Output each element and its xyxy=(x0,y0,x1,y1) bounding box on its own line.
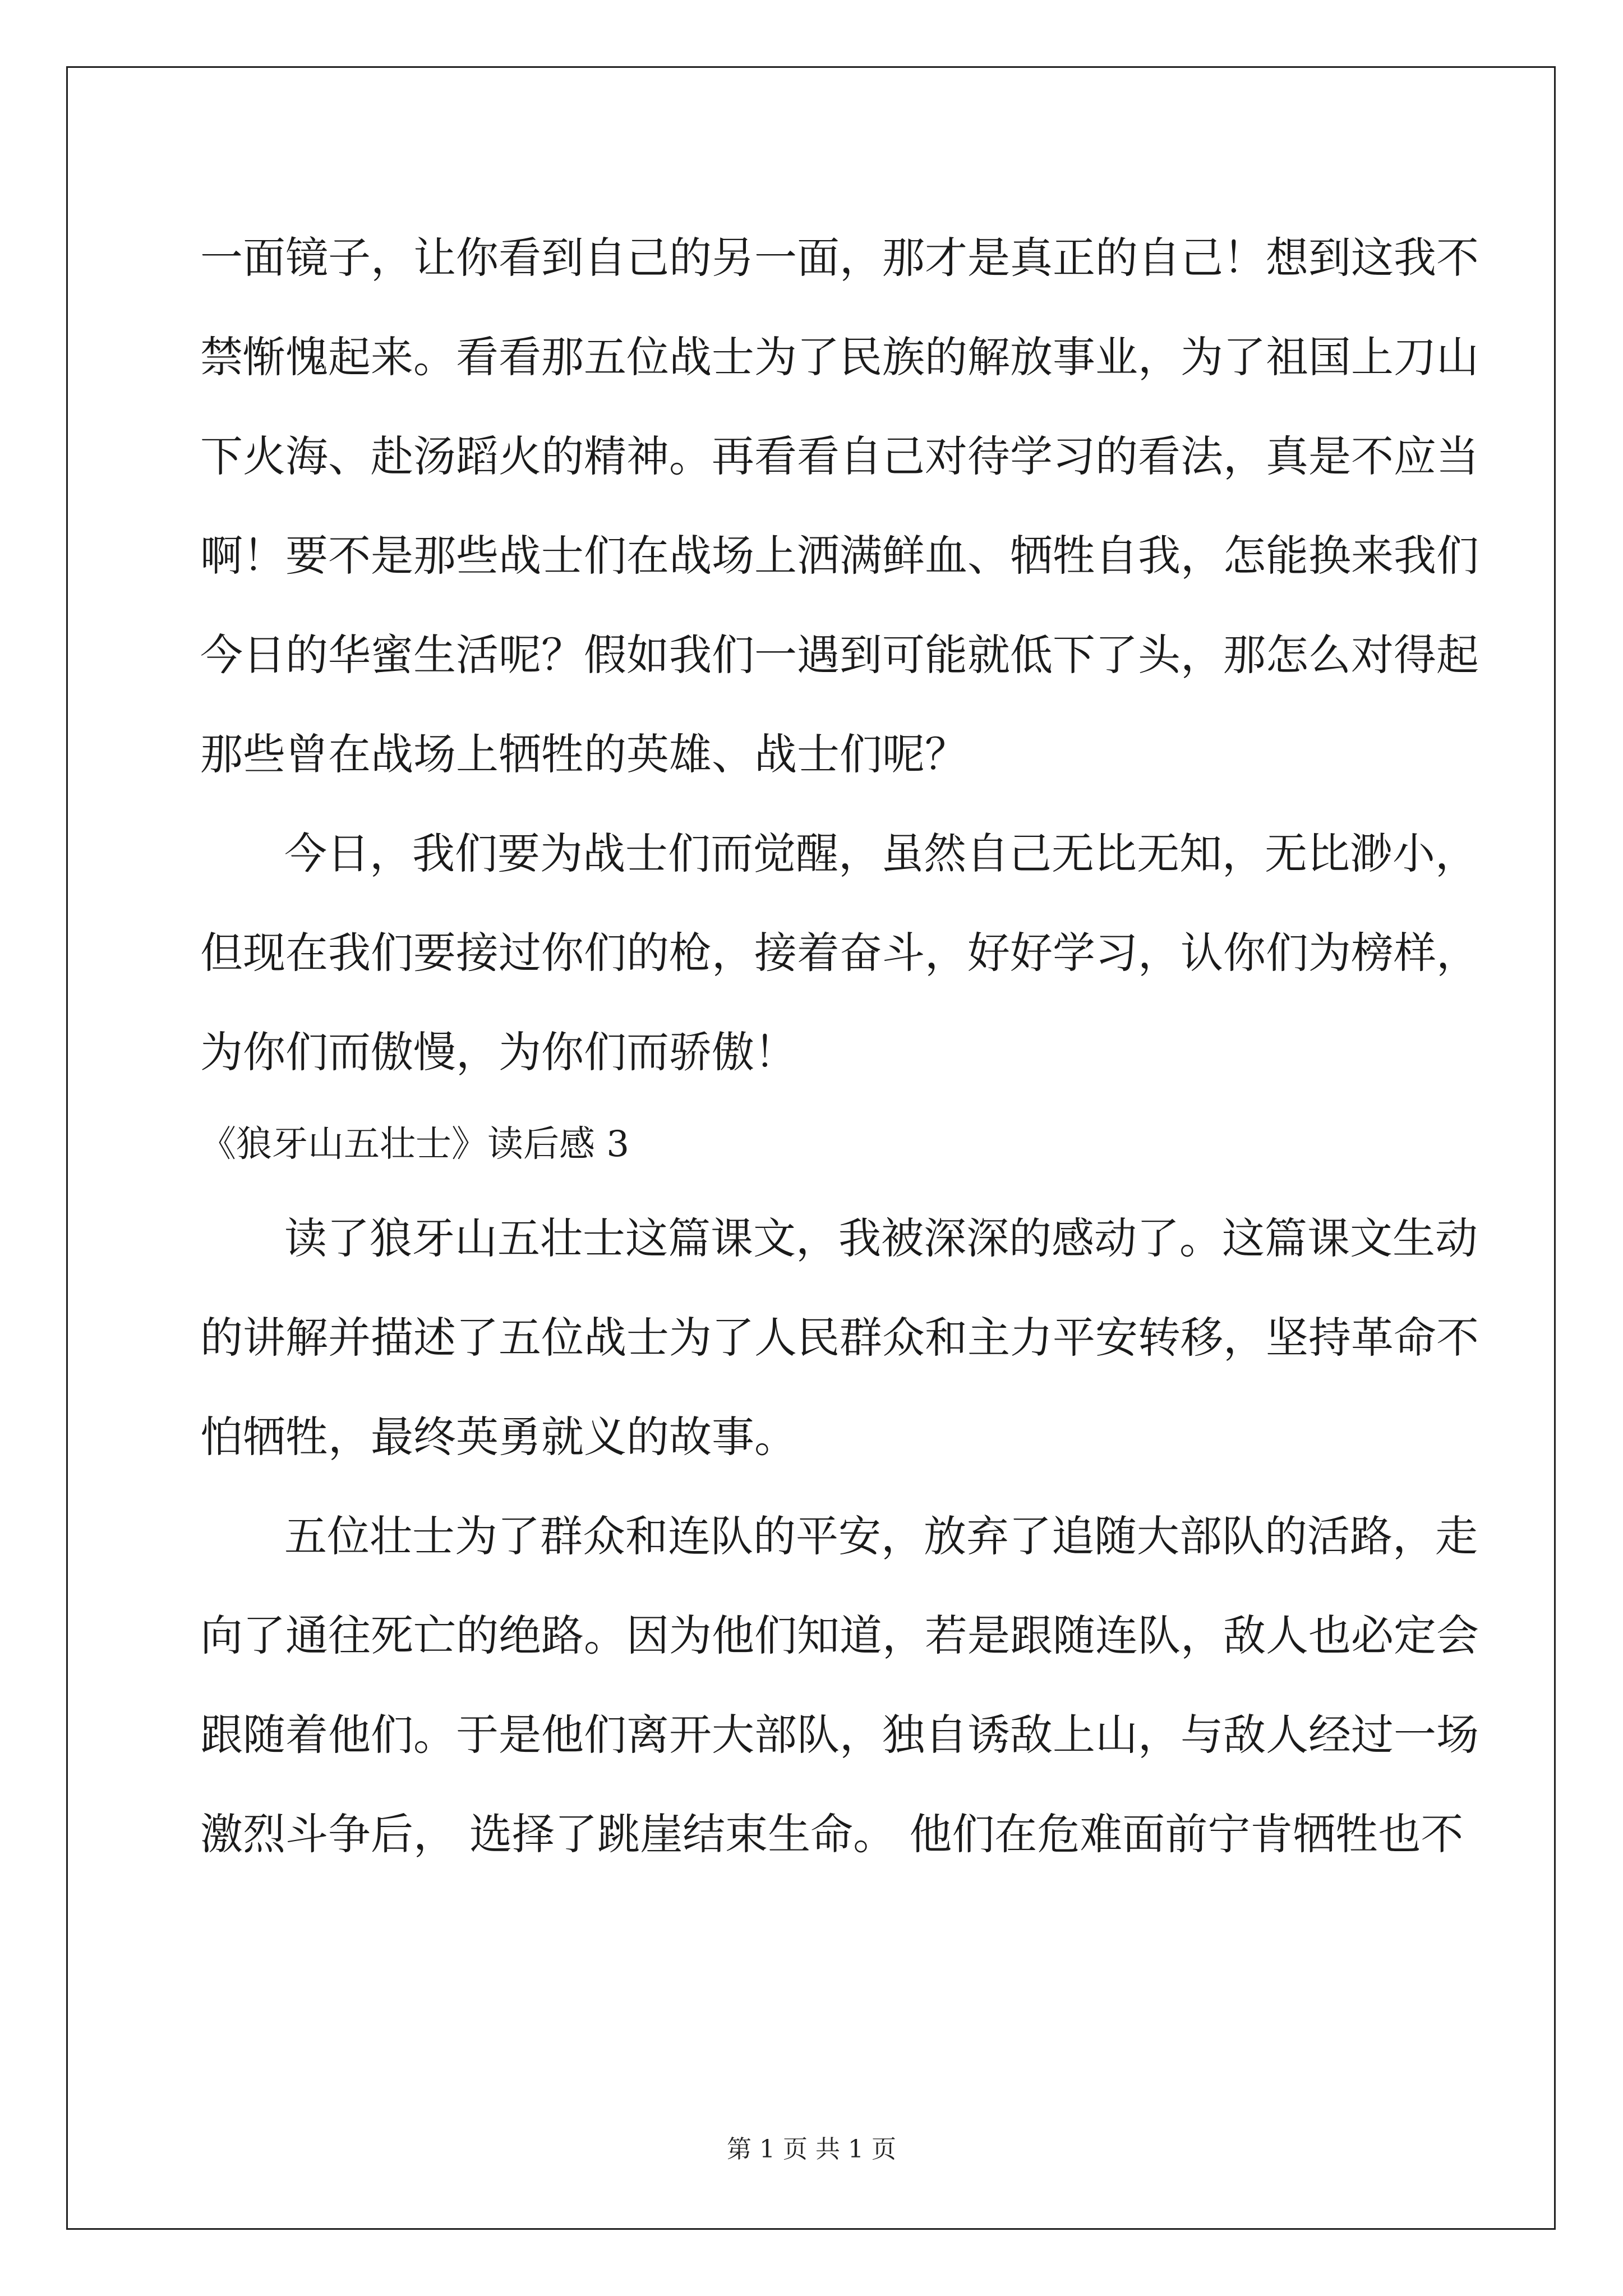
paragraph-first-line: 五位壮士为了群众和连队的平安，放弃了追随大部队的活路，走 xyxy=(284,1511,1478,1561)
text-line: 激烈斗争后， 选择了跳崖结束生命。 他们在危难面前宁肯牺牲也不 xyxy=(200,1809,1464,1859)
page-number-footer: 第 1 页 共 1 页 xyxy=(727,2135,896,2164)
text-line: 下火海、赴汤蹈火的精神。再看看自己对待学习的看法，真是不应当 xyxy=(200,431,1479,481)
text-line: 怕牺牲，最终英勇就义的故事。 xyxy=(200,1412,797,1462)
text-line: 那些曾在战场上牺牲的英雄、战士们呢？ xyxy=(200,729,967,779)
paragraph-first-line: 今日，我们要为战士们而觉醒，虽然自己无比无知，无比渺小， xyxy=(284,829,1478,878)
text-line: 禁惭愧起来。看看那五位战士为了民族的解放事业，为了祖国上刀山 xyxy=(200,332,1479,382)
section-heading: 《狼牙山五壮士》读后感 3 xyxy=(200,1124,630,1165)
text-line: 为你们而傲慢，为你们而骄傲！ xyxy=(200,1027,797,1077)
text-line: 今日的华蜜生活呢？假如我们一遇到可能就低下了头，那怎么对得起 xyxy=(200,630,1479,680)
text-line: 跟随着他们。于是他们离开大部队，独自诱敌上山，与敌人经过一场 xyxy=(200,1710,1479,1760)
text-line: 向了通往死亡的绝路。因为他们知道，若是跟随连队，敌人也必定会 xyxy=(200,1611,1479,1660)
text-line: 一面镜子，让你看到自己的另一面，那才是真正的自己！想到这我不 xyxy=(200,233,1479,283)
text-line: 但现在我们要接过你们的枪，接着奋斗，好好学习，认你们为榜样， xyxy=(200,928,1479,978)
text-line: 的讲解并描述了五位战士为了人民群众和主力平安转移，坚持革命不 xyxy=(200,1313,1479,1363)
paragraph-first-line: 读了狼牙山五壮士这篇课文，我被深深的感动了。这篇课文生动 xyxy=(284,1213,1478,1263)
text-line: 啊！要不是那些战士们在战场上洒满鲜血、牺牲自我，怎能换来我们 xyxy=(200,531,1479,581)
